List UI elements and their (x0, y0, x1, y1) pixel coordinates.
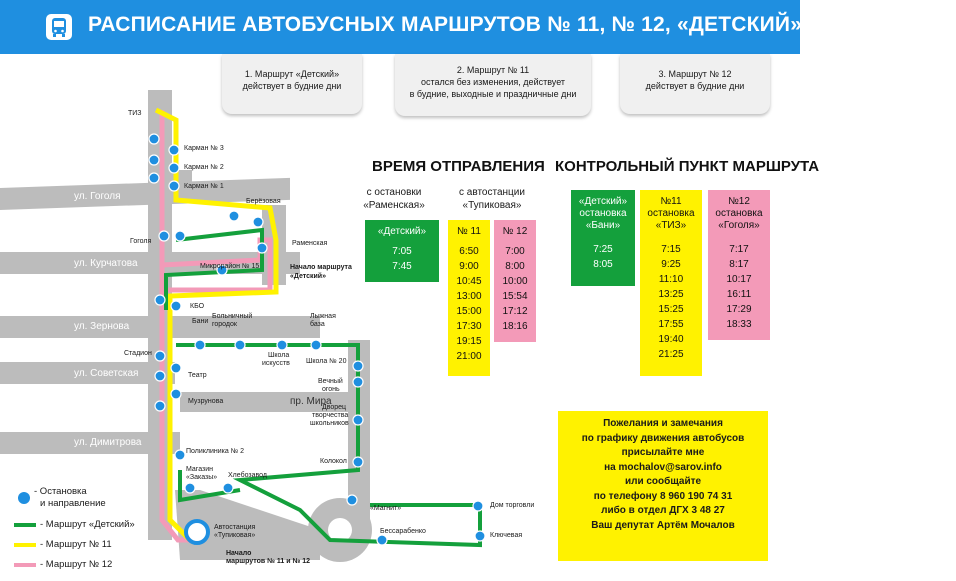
stop-label: Музрунова (188, 398, 224, 405)
stop-label: «Заказы» (186, 474, 218, 481)
col-head-line: «Раменская» (363, 200, 425, 211)
stop-icon (311, 340, 321, 350)
stop-icon (169, 163, 179, 173)
stop-label: база (310, 321, 325, 328)
departure-12-box (494, 220, 536, 342)
stop-icon (155, 295, 165, 305)
departure-from-stop (362, 186, 426, 212)
info-line: или сообщайте (624, 476, 702, 487)
stop-icon (175, 450, 185, 460)
stop-label: Хлебозавод (228, 472, 267, 479)
stop-label: Школа (268, 352, 290, 359)
time-cell: 18:16 (502, 321, 528, 332)
stop-icon (377, 535, 387, 545)
stop-label: Ключевая (490, 532, 523, 539)
time-cell: 9:00 (459, 261, 479, 272)
stop-label: Бани (192, 318, 209, 325)
street-label: ул. Зернова (74, 321, 130, 332)
time-cell: 13:00 (456, 291, 482, 302)
street-label: ул. Гоголя (74, 191, 121, 202)
departure-det-box (365, 220, 439, 282)
stop-label: Стадион (124, 350, 152, 357)
stop-icon (223, 483, 233, 493)
note-line: остался без изменения, действует (420, 77, 566, 87)
stop-icon (353, 361, 363, 371)
note-line: 3. Маршрут № 12 (658, 69, 732, 79)
stop-icon (169, 145, 179, 155)
stop-icon (353, 415, 363, 425)
time-cell: 10:00 (502, 276, 528, 287)
departure-from-station (446, 186, 538, 212)
control-title: КОНТРОЛЬНЫЙ ПУНКТ МАРШРУТА (555, 158, 820, 175)
box-head-line: «Бани» (585, 220, 621, 231)
stop-label: Начало маршрута (290, 264, 352, 271)
stop-icon (185, 483, 195, 493)
stop-icon (155, 371, 165, 381)
stop-icon (347, 495, 357, 505)
box-head-line: остановка (715, 208, 763, 219)
stop-label: Школа № 20 (306, 358, 347, 365)
departure-11-box (448, 220, 490, 376)
stop-label: искусств (262, 360, 290, 367)
stop-icon (175, 231, 185, 241)
stop-label: Магазин (186, 466, 214, 473)
note-line: 2. Маршрут № 11 (456, 65, 530, 75)
note-line: 1. Маршрут «Детский» (244, 69, 340, 79)
time-cell: 8:05 (593, 259, 613, 270)
box-head-line: «Детский» (578, 196, 628, 207)
col-head-line: с автостанции (459, 187, 525, 198)
legend-stop: - Остановка (34, 486, 87, 497)
departure-title: ВРЕМЯ ОТПРАВЛЕНИЯ (372, 158, 545, 175)
time-cell: 7:25 (593, 244, 613, 255)
box-head: № 12 (502, 226, 528, 237)
time-cell: 17:29 (726, 304, 752, 315)
stop-label: Гоголя (130, 238, 152, 245)
stop-icon (277, 340, 287, 350)
time-cell: 7:05 (392, 246, 412, 257)
stop-label: КБО (190, 303, 205, 310)
info-line: по графику движения автобусов (581, 432, 745, 444)
stop-label: Лыжная (310, 313, 336, 320)
stop-label: городок (212, 321, 237, 328)
time-cell: 19:15 (456, 336, 482, 347)
stop-label: школьников (310, 420, 349, 427)
time-cell: 15:00 (456, 306, 482, 317)
info-line: либо в отдел ДГХ 3 48 27 (601, 505, 725, 516)
street-label: ул. Димитрова (74, 437, 142, 448)
note-line: действует в будние дни (645, 81, 745, 91)
box-head-line: №12 (728, 196, 750, 207)
stop-label: творчества (312, 412, 349, 419)
stop-icon (475, 531, 485, 541)
stop-icon (149, 173, 159, 183)
legend-12: - Маршрут № 12 (40, 559, 113, 570)
control-12-box (708, 190, 770, 340)
stop-icon (149, 134, 159, 144)
legend-11: - Маршрут № 11 (40, 539, 112, 550)
col-head-line: с остановки (366, 187, 422, 198)
street-label: ул. Курчатова (74, 258, 138, 269)
stop-label: Раменская (292, 240, 328, 247)
box-head-line: остановка (647, 208, 695, 219)
time-cell: 17:30 (456, 321, 482, 332)
stop-label: ТИЗ (128, 110, 142, 117)
time-cell: 21:00 (456, 351, 482, 362)
legend-det: - Маршрут «Детский» (40, 519, 135, 530)
time-cell: 7:45 (392, 261, 412, 272)
time-cell: 7:17 (729, 244, 749, 255)
stop-label: Бессарабенко (380, 528, 426, 535)
stop-icon (257, 243, 267, 253)
stop-icon (155, 401, 165, 411)
stop-label: «Детский» (290, 273, 326, 280)
stop-icon (171, 389, 181, 399)
stop-icon (171, 363, 181, 373)
time-cell: 11:10 (658, 274, 684, 285)
time-cell: 8:17 (729, 259, 749, 270)
time-cell: 10:45 (456, 276, 482, 287)
box-head-line: остановка (579, 208, 627, 219)
stop-label: Карман № 2 (184, 164, 224, 171)
time-cell: 17:55 (658, 319, 684, 330)
control-det-box (571, 190, 635, 286)
stop-label: Колокол (320, 458, 347, 465)
stop-label: Дворец (322, 404, 347, 411)
stop-icon (171, 301, 181, 311)
stop-icon (353, 377, 363, 387)
col-head-line: «Тупиковая» (462, 200, 522, 211)
time-cell: 15:54 (502, 291, 528, 302)
box-head-line: «ТИЗ» (655, 220, 687, 231)
stop-label: маршрутов № 11 и № 12 (226, 558, 310, 565)
info-line: Пожелания и замечания (603, 418, 723, 429)
stop-label: Дом торговли (490, 502, 535, 509)
time-cell: 7:15 (661, 244, 681, 255)
box-head-line: №11 (660, 196, 682, 207)
legend-stop-icon (18, 492, 30, 504)
time-cell: 18:33 (726, 319, 752, 330)
info-phone[interactable]: по телефону 8 960 190 74 31 (593, 490, 733, 502)
street-label: пр. Мира (290, 396, 332, 407)
stop-label: Карман № 1 (184, 183, 224, 190)
time-cell: 7:00 (505, 246, 525, 257)
time-cell: 6:50 (459, 246, 479, 257)
stop-label: Карман № 3 (184, 145, 224, 152)
stop-icon (473, 501, 483, 511)
stop-icon (235, 340, 245, 350)
time-cell: 19:40 (658, 334, 684, 345)
control-11-box (640, 190, 702, 376)
stop-icon (155, 351, 165, 361)
info-line: присылайте мне (621, 447, 705, 458)
box-head-line: «Гоголя» (718, 220, 760, 231)
stop-label: Больничный (212, 313, 253, 320)
street-label: ул. Советская (74, 368, 139, 379)
time-cell: 9:25 (661, 259, 681, 270)
stop-label: Начало (226, 550, 252, 557)
stop-label: Автостанция (214, 524, 256, 531)
stop-label: Вечный (318, 378, 343, 385)
stop-label: «Тупиковая» (214, 532, 256, 539)
stop-label: Театр (188, 372, 207, 379)
stop-icon (353, 457, 363, 467)
stop-icon (229, 211, 239, 221)
stop-label: Микрорайон № 15 (200, 263, 260, 270)
stop-icon (149, 155, 159, 165)
time-cell: 21:25 (658, 349, 684, 360)
stop-label: Берёзовая (246, 198, 281, 205)
page-title: РАСПИСАНИЕ АВТОБУСНЫХ МАРШРУТОВ № 11, № 12, «ДЕТСКИЙ» С 01.07.2015 г. (88, 13, 956, 36)
note-line: в будние, выходные и праздничные дни (409, 89, 577, 99)
info-line: Ваш депутат Артём Мочалов (591, 519, 735, 531)
stop-label: «Магнит» (370, 505, 402, 512)
stop-icon (195, 340, 205, 350)
time-cell: 13:25 (658, 289, 684, 300)
time-cell: 15:25 (658, 304, 684, 315)
stop-label: Поликлиника № 2 (186, 448, 245, 455)
info-email[interactable]: на mochalov@sarov.info (604, 461, 722, 473)
time-cell: 10:17 (726, 274, 752, 285)
feedback-box (558, 411, 768, 561)
time-cell: 8:00 (505, 261, 525, 272)
time-cell: 16:11 (726, 289, 752, 300)
stop-label: огонь (322, 386, 340, 393)
time-cell: 17:12 (502, 306, 528, 317)
stop-icon (159, 231, 169, 241)
stop-icon (253, 217, 263, 227)
stop-icon (169, 181, 179, 191)
legend-stop-2: и направление (40, 498, 106, 509)
box-head: «Детский» (377, 226, 427, 237)
box-head: № 11 (457, 226, 481, 237)
note-line: действует в будние дни (242, 81, 342, 91)
